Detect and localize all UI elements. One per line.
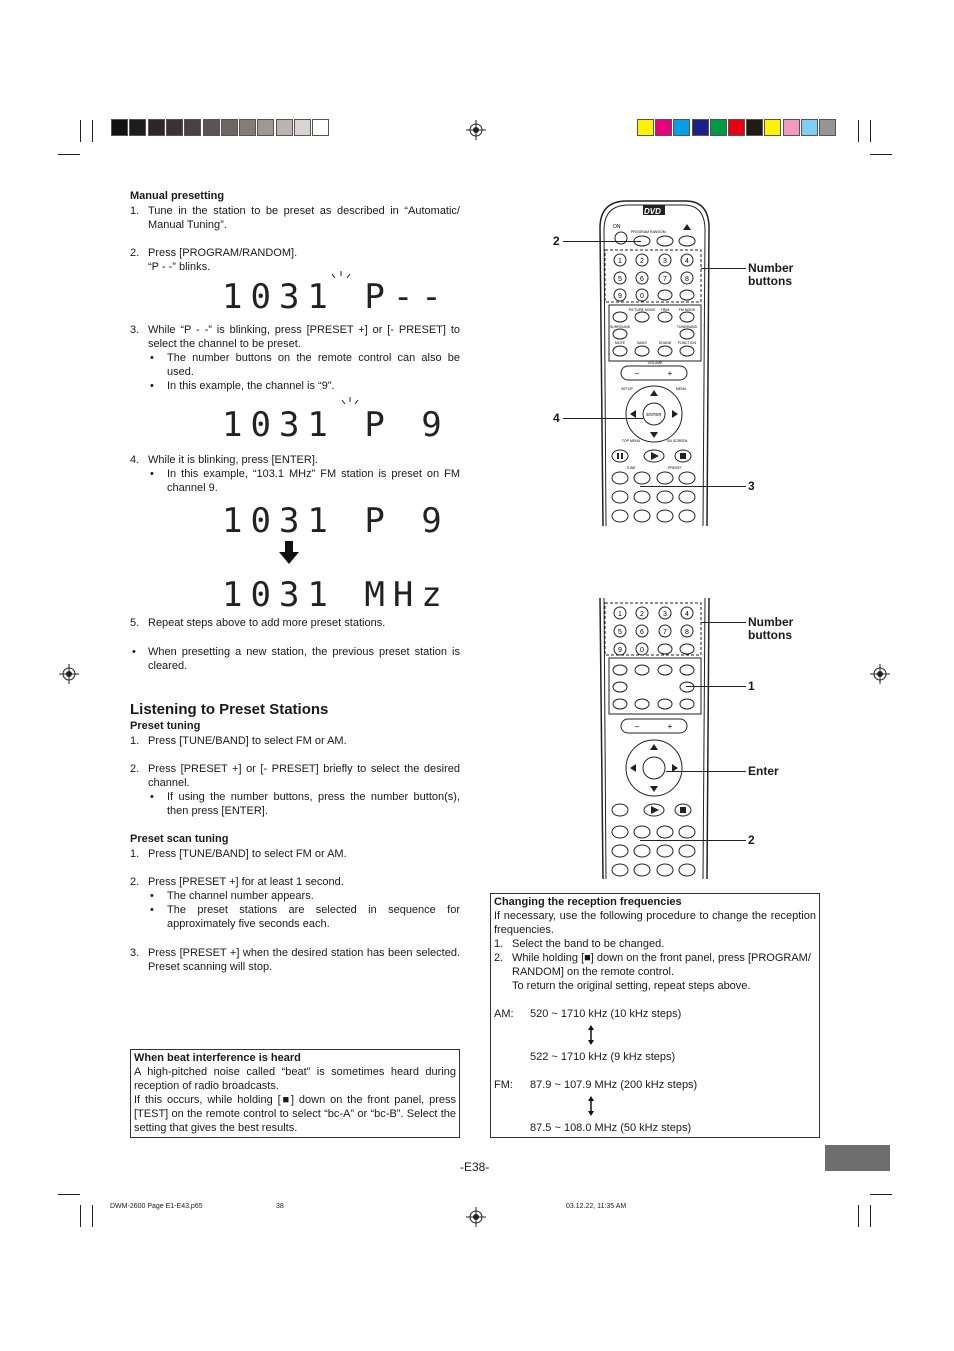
gray-swatch	[239, 119, 256, 136]
svg-text:4: 4	[685, 258, 689, 265]
gray-swatch	[166, 119, 183, 136]
step-2: 2. Press [PROGRAM/RANDOM]. “P - -” blinks.	[130, 247, 298, 273]
svg-text:2: 2	[640, 611, 644, 618]
preset-tuning-step-2: 2. Press [PRESET +] or [- PRESET] briefly to select the desired channel. • If using the number buttons, press the number button(s), then press [ENTER].	[130, 762, 460, 818]
svg-text:5: 5	[618, 276, 622, 283]
svg-text:SETUP: SETUP	[621, 387, 633, 391]
arrow-down-icon	[278, 541, 300, 565]
svg-text:ON: ON	[613, 224, 621, 230]
svg-text:8: 8	[685, 276, 689, 283]
callout-number-buttons: Number buttons	[748, 261, 794, 288]
registration-mark-icon	[59, 664, 79, 684]
svg-text:6: 6	[640, 629, 644, 636]
step-5: 5. Repeat steps above to add more preset stations.	[130, 617, 386, 629]
color-swatch	[692, 119, 709, 136]
callout-line	[686, 686, 746, 687]
svg-text:+: +	[667, 369, 673, 378]
svg-text:SOUND: SOUND	[658, 341, 672, 345]
svg-text:MUTE: MUTE	[615, 341, 625, 345]
svg-text:0: 0	[640, 293, 644, 300]
color-swatch	[728, 119, 745, 136]
fm-range-a: 87.9 ~ 107.9 MHz (200 kHz steps)	[530, 1079, 698, 1091]
beat-interference-box: When beat interference is heard A high-pitched noise called “beat” is sometimes heard during reception of radio broadcasts. If this occurs, while holding [■] down on the front panel, press [TEST] on the remote control to select “bc-A” or “bc-B”. Select the setting that gives the best results.	[130, 1049, 460, 1138]
page-number: -E38-	[460, 1160, 490, 1174]
svg-text:3: 3	[663, 611, 667, 618]
callout-line	[640, 840, 746, 841]
callout-line	[701, 622, 746, 623]
svg-text:2: 2	[640, 258, 644, 265]
svg-text:TUNE: TUNE	[626, 466, 636, 470]
svg-text:9: 9	[618, 293, 622, 300]
registration-mark-icon	[870, 664, 890, 684]
gray-swatch	[221, 119, 238, 136]
registration-mark-icon	[466, 1207, 486, 1227]
lcd-display-p-blink	[222, 268, 450, 317]
svg-text:PRESET: PRESET	[667, 466, 683, 470]
color-swatch	[637, 119, 654, 136]
preset-scan-step-3: 3. Press [PRESET +] when the desired station has been selected. Preset scanning will stop.	[130, 947, 460, 973]
preset-tuning-step-1: 1. Press [TUNE/BAND] to select FM or AM.	[130, 735, 347, 747]
color-swatch	[746, 119, 763, 136]
svg-text:TRIM: TRIM	[660, 308, 670, 312]
svg-text:–: –	[634, 369, 640, 378]
color-swatch	[655, 119, 672, 136]
svg-text:6: 6	[640, 276, 644, 283]
gray-swatch	[294, 119, 311, 136]
remote-control-full	[595, 198, 715, 526]
color-swatch	[673, 119, 690, 136]
color-swatch	[801, 119, 818, 136]
section-tab	[825, 1145, 890, 1171]
svg-text:0: 0	[640, 647, 644, 654]
svg-text:–: –	[634, 722, 640, 731]
callout-line	[563, 418, 643, 419]
svg-text:VOLUME: VOLUME	[647, 361, 663, 365]
svg-text:5: 5	[618, 629, 622, 636]
gray-swatch	[184, 119, 201, 136]
preset-tuning-heading: Preset tuning	[130, 720, 201, 732]
svg-text:7: 7	[663, 629, 667, 636]
double-arrow-icon	[587, 1025, 595, 1045]
callout-line	[563, 241, 641, 242]
preset-scan-step-2: 2. Press [PRESET +] for at least 1 second. • The channel number appears. • The preset stations are selected in sequence for approximately five seconds each.	[130, 875, 460, 931]
color-swatch	[710, 119, 727, 136]
step-3: 3. While “P - -” is blinking, press [PRESET +] or [- PRESET] to select the channel to be preset. • The number buttons on the remote control can also be used. • In this example, the channel is “9”.	[130, 323, 460, 393]
preset-scan-heading: Preset scan tuning	[130, 833, 229, 845]
manual-presetting-heading: Manual presetting	[130, 190, 225, 202]
preset-note: • When presetting a new station, the previous preset station is cleared.	[130, 645, 460, 673]
am-range-b: 522 ~ 1710 kHz (9 kHz steps)	[530, 1051, 676, 1063]
color-swatch	[819, 119, 836, 136]
lcd-display-mhz	[222, 566, 450, 615]
svg-text:1031 P 9: 1031 P 9	[222, 501, 450, 541]
gray-swatch	[312, 119, 329, 136]
svg-text:DVD: DVD	[644, 207, 661, 216]
callout-line	[640, 486, 746, 487]
svg-text:TOP MENU: TOP MENU	[621, 439, 641, 443]
svg-text:+: +	[667, 722, 673, 731]
svg-text:TUNE/BAND: TUNE/BAND	[676, 325, 698, 329]
svg-text:ENTER: ENTER	[646, 412, 662, 417]
svg-text:FUNCTION: FUNCTION	[677, 341, 697, 345]
gray-swatch	[257, 119, 274, 136]
svg-text:PICTURE MODE: PICTURE MODE	[628, 308, 656, 312]
double-arrow-icon	[587, 1096, 595, 1116]
svg-text:1: 1	[618, 258, 622, 265]
color-swatch	[764, 119, 781, 136]
fm-range-b: 87.5 ~ 108.0 MHz (50 kHz steps)	[530, 1122, 692, 1134]
lcd-display-p9-blink	[222, 396, 450, 445]
footer-date: 03.12.22, 11:35 AM	[566, 1203, 627, 1210]
svg-text:4: 4	[685, 611, 689, 618]
gray-swatch	[148, 119, 165, 136]
svg-text:PROGRAM RANDOM: PROGRAM RANDOM	[631, 230, 666, 234]
step-1: 1. Tune in the station to be preset as described in “Automatic/ Manual Tuning”.	[130, 205, 460, 231]
callout-line	[666, 771, 746, 772]
svg-text:BASS: BASS	[637, 341, 647, 345]
lcd-display-p9	[222, 492, 450, 541]
svg-text:ON SCREEN: ON SCREEN	[666, 439, 688, 443]
callout-number-buttons-2: Number buttons	[748, 615, 794, 642]
remote-control-partial	[595, 598, 715, 879]
gray-swatch	[203, 119, 220, 136]
registration-mark-icon	[466, 120, 486, 140]
footer-file: DWM-2600 Page E1-E43.p65	[110, 1203, 203, 1210]
svg-text:MENU: MENU	[675, 387, 687, 391]
footer-page: 38	[276, 1203, 284, 1210]
color-swatch	[783, 119, 800, 136]
gray-swatch	[111, 119, 128, 136]
svg-text:1031 P 9: 1031 P 9	[222, 405, 450, 445]
svg-text:7: 7	[663, 276, 667, 283]
svg-text:8: 8	[685, 629, 689, 636]
svg-text:1031 MHz: 1031 MHz	[222, 575, 450, 615]
reception-frequencies-box: Changing the reception frequencies If necessary, use the following procedure to change the reception frequencies. 1. Select the band to be changed. 2. While holding [■] down on the front panel, press [PROGRAM/ RANDOM] on the remote control. To return the original setting, repeat steps above. AM: 520 ~ 1710 kHz (10 kHz steps) 522 ~ 1710 kHz (9 kHz steps) FM: 87.9 ~ 107.9 MHz (200 kHz steps) 87.5 ~ 108.0 MHz (50 kHz steps)	[490, 893, 820, 1138]
callout-line	[701, 268, 746, 269]
gray-swatch	[129, 119, 146, 136]
svg-text:3: 3	[663, 258, 667, 265]
section-title: Listening to Preset Stations	[130, 701, 329, 718]
svg-text:SURROUND: SURROUND	[609, 325, 631, 329]
svg-text:1: 1	[618, 611, 622, 618]
step-4: 4. While it is blinking, press [ENTER]. • In this example, “103.1 MHz” FM station is preset on FM channel 9.	[130, 453, 460, 495]
am-range-a: 520 ~ 1710 kHz (10 kHz steps)	[530, 1008, 682, 1020]
svg-text:FM MODE: FM MODE	[678, 308, 696, 312]
svg-text:9: 9	[618, 647, 622, 654]
gray-swatch	[276, 119, 293, 136]
svg-text:1031 P--: 1031 P--	[222, 277, 450, 317]
preset-scan-step-1: 1. Press [TUNE/BAND] to select FM or AM.	[130, 848, 347, 860]
